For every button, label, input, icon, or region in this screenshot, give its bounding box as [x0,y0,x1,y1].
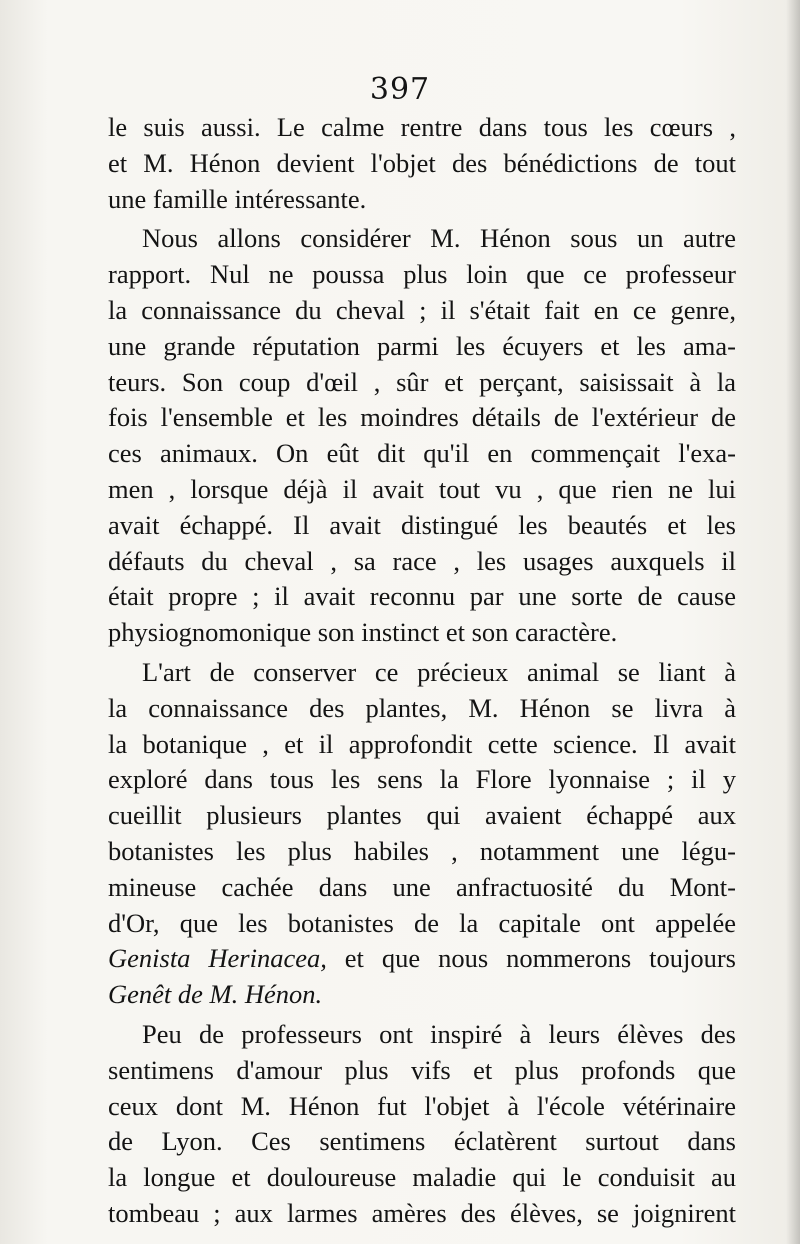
text-line: une grande réputation parmi les écuyers et les ama- [108,330,736,361]
text-line: la connaissance du cheval ; il s'était fait en ce genre, [108,294,736,325]
text-line: tombeau ; aux larmes amères des élèves, se joignirent [108,1197,736,1228]
text-line: d'Or, que les botanistes de la capitale ont appelée [108,907,736,938]
text-line: cueillit plusieurs plantes qui avaient échappé aux [108,800,736,831]
text-line: avait échappé. Il avait distingué les beautés et les [108,509,736,540]
page-edge-shadow [786,0,800,1244]
text-line-genet [108,977,736,1013]
text-line: ces animaux. On eût dit qu'il en commençait l'exa- [108,438,736,469]
text-line: le suis aussi. Le calme rentre dans tous les cœurs , [108,112,736,142]
text-line: exploré dans tous les sens la Flore lyonnaise ; il y [108,764,736,795]
text-line: une famille intéressante. [108,183,367,214]
text-line: la connaissance des plantes, M. Hénon se livra à [108,692,736,723]
text-line: rapport. Nul ne poussa plus loin que ce professeur [108,259,736,290]
page-number: 397 [369,72,431,107]
text-line-genista-rest: et que nous nommerons toujours [326,943,736,974]
italic-genet-name: Genêt de M. Hénon. [108,979,323,1010]
text-line: et M. Hénon devient l'objet des bénédictions de tout [108,147,736,178]
text-line: Peu de professeurs ont inspiré à leurs élèves des [142,1018,736,1049]
text-line: physiognomonique son instinct et son caractère. [108,617,618,648]
text-line: de Lyon. Ces sentimens éclatèrent surtout dans [108,1126,736,1157]
text-line: L'art de conserver ce précieux animal se liant à [142,656,736,687]
text-line: teurs. Son coup d'œil , sûr et perçant, saisissait à la [108,366,736,397]
text-line: la botanique , et il approfondit cette science. Il avait [108,728,736,759]
text-line: ceux dont M. Hénon fut l'objet à l'école vétérinaire [108,1090,736,1121]
text-line: la longue et douloureuse maladie qui le conduisit au [108,1162,736,1193]
text-line: botanistes les plus habiles , notamment une légu- [108,835,736,866]
text-line: défauts du cheval , sa race , les usages auxquels il [108,545,736,576]
text-line: men , lorsque déjà il avait tout vu , que rien ne lui [108,473,736,504]
text-line: Nous allons considérer M. Hénon sous un autre [142,223,736,254]
text-line: fois l'ensemble et les moindres détails de l'extérieur de [108,402,736,433]
text-line: sentimens d'amour plus vifs et plus profonds que [108,1054,736,1085]
italic-genista-name: Genista Herinacea, [108,943,327,974]
text-line: était propre ; il avait reconnu par une sorte de cause [108,581,736,612]
text-line-genista [108,941,736,977]
body-text [108,110,736,1232]
text-line: mineuse cachée dans une anfractuosité du Mont- [108,871,736,902]
